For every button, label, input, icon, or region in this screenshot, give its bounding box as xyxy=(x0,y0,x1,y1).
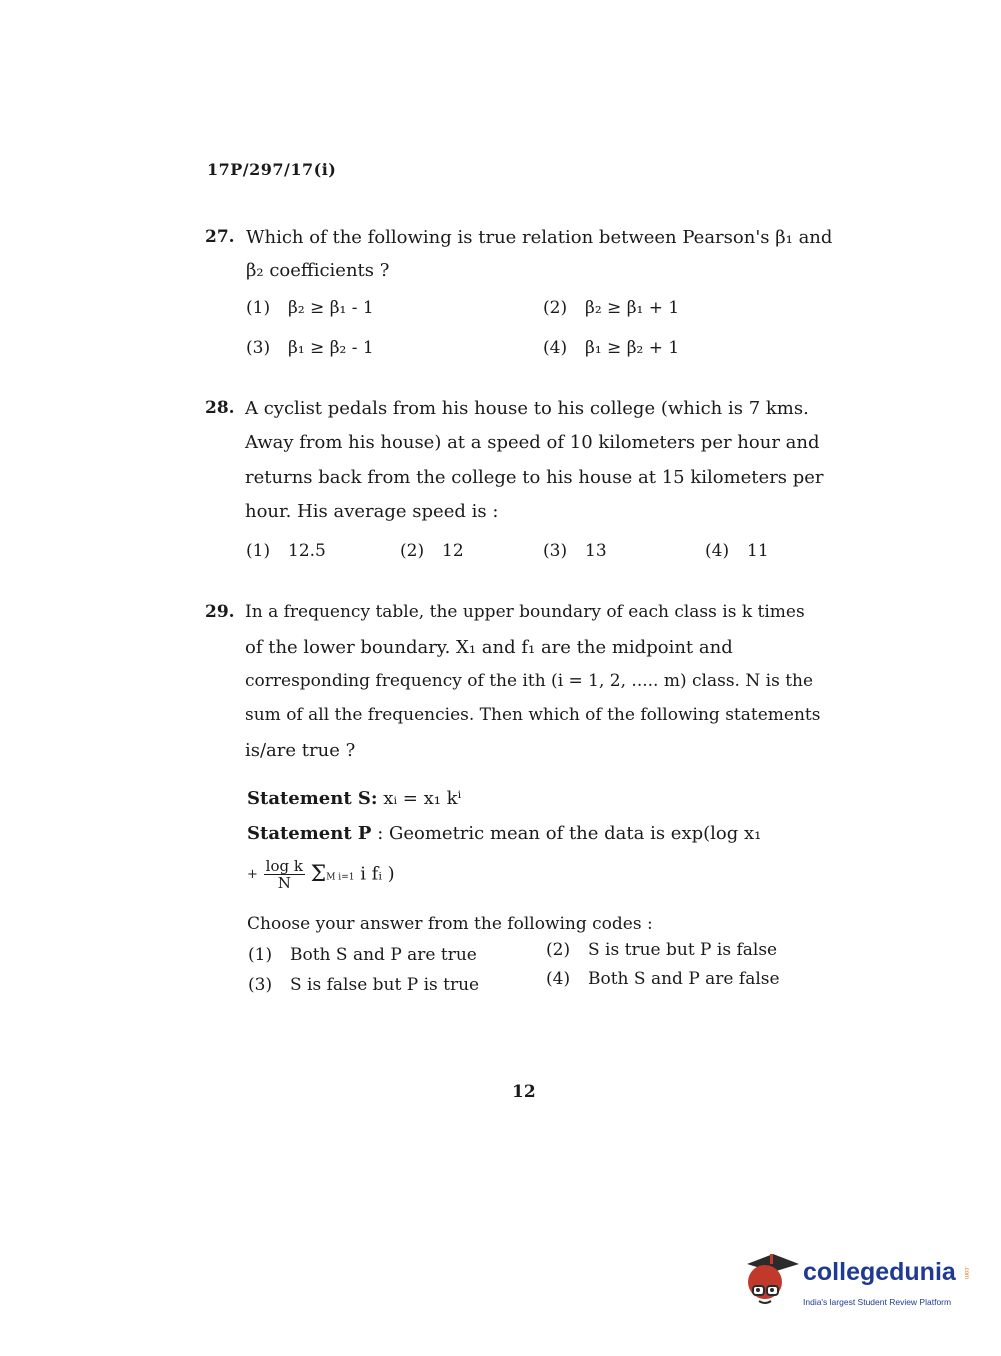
statement-s: Statement S: xᵢ = x₁ kⁱ xyxy=(247,788,462,809)
question-29-option-3: (3) S is false but P is true xyxy=(248,975,480,995)
question-29-option-4: (4) Both S and P are false xyxy=(546,969,780,989)
question-27-option-1: (1) β₂ ≥ β₁ - 1 xyxy=(246,298,374,318)
question-29-option-1: (1) Both S and P are true xyxy=(248,945,477,965)
question-28-option-3: (3) 13 xyxy=(543,541,607,561)
question-28-option-4: (4) 11 xyxy=(705,541,769,561)
question-28-line-2: Away from his house) at a speed of 10 kilometers per hour and xyxy=(245,432,820,453)
question-28-line-1: A cyclist pedals from his house to his college (which is 7 kms. xyxy=(245,398,809,419)
question-28-number: 28. xyxy=(205,398,235,418)
question-27-line-1: Which of the following is true relation between Pearson's β₁ and xyxy=(246,227,833,248)
question-29-line-5: is/are true ? xyxy=(245,740,356,761)
watermark-tagline: India's largest Student Review Platform xyxy=(803,1297,952,1307)
page-number: 12 xyxy=(512,1082,536,1102)
question-29-line-3: corresponding frequency of the ith (i = 1, 2, ..... m) class. N is the xyxy=(245,671,814,691)
statement-p: Statement P : Geometric mean of the data is exp(log x₁ xyxy=(247,823,762,844)
question-27-option-4: (4) β₁ ≥ β₂ + 1 xyxy=(543,338,680,358)
question-29-line-1: In a frequency table, the upper boundary of each class is k times xyxy=(245,602,805,622)
watermark-brand: collegedunia xyxy=(803,1258,956,1286)
paper-code: 17P/297/17(i) xyxy=(207,160,337,179)
question-28-option-2: (2) 12 xyxy=(400,541,464,561)
question-28-line-3: returns back from the college to his house at 15 kilometers per xyxy=(245,467,824,488)
question-29-line-2: of the lower boundary. X₁ and f₁ are the midpoint and xyxy=(245,637,733,658)
collegedunia-mascot-icon xyxy=(743,1250,801,1310)
question-28-option-1: (1) 12.5 xyxy=(246,541,326,561)
statement-p-formula: + $\frac{\text{log k}}{N}$ ΣM i=1 i fᵢ ) xyxy=(247,857,395,892)
question-29-number: 29. xyxy=(205,602,235,622)
question-27-option-2: (2) β₂ ≥ β₁ + 1 xyxy=(543,298,680,318)
question-28-line-4: hour. His average speed is : xyxy=(245,501,499,522)
log-fraction: $\frac{\text{log k}}{N}$ xyxy=(265,857,303,892)
question-29-line-4: sum of all the frequencies. Then which of the following statements xyxy=(245,705,821,725)
question-29-option-2: (2) S is true but P is false xyxy=(546,940,778,960)
watermark-suffix: .com xyxy=(963,1266,969,1280)
question-27-option-3: (3) β₁ ≥ β₂ - 1 xyxy=(246,338,374,358)
question-29-instruction: Choose your answer from the following codes : xyxy=(247,914,653,934)
question-27-number: 27. xyxy=(205,227,235,247)
question-27-line-2: β₂ coefficients ? xyxy=(246,260,390,281)
